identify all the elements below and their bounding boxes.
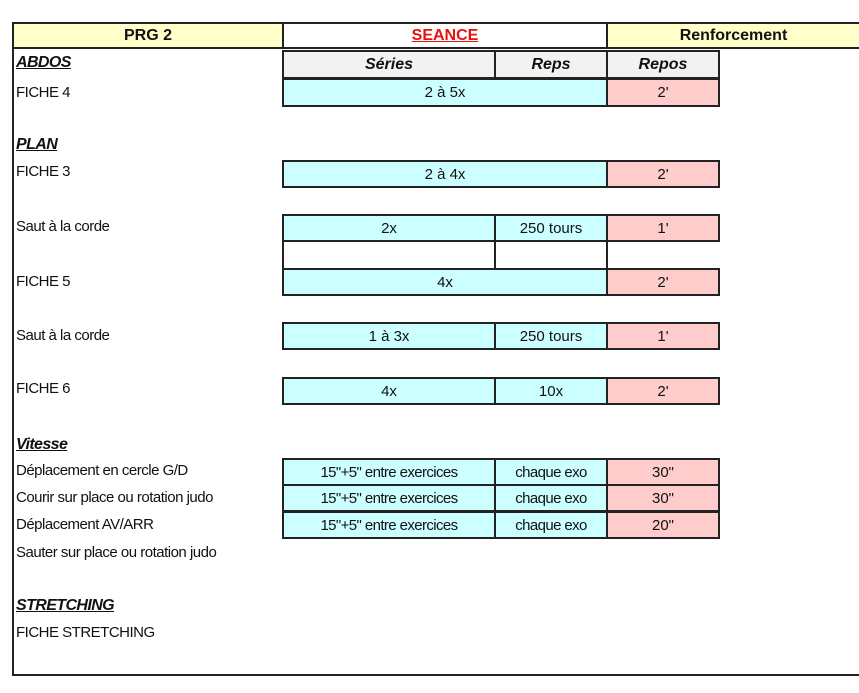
row-corde2-label: Saut à la corde xyxy=(16,327,110,344)
row-fiche5-series: 4x xyxy=(282,268,608,296)
row-vit3-series: 15"+5" entre exercices xyxy=(282,511,496,539)
row-vit3-repos: 20" xyxy=(606,511,720,539)
row-corde2-reps: 250 tours xyxy=(494,322,608,350)
section-abdos: ABDOS xyxy=(16,54,71,71)
empty-reps-cell xyxy=(494,240,608,270)
row-fiche3-repos: 2' xyxy=(606,160,720,188)
row-fiche6-reps: 10x xyxy=(494,377,608,405)
row-fiche6-series: 4x xyxy=(282,377,496,405)
row-corde1-repos: 1' xyxy=(606,214,720,242)
row-corde2-series: 1 à 3x xyxy=(282,322,496,350)
col-reps-header: Reps xyxy=(494,50,608,79)
col-series-header: Séries xyxy=(282,50,496,79)
row-vit3-reps: chaque exo xyxy=(494,511,608,539)
type-header: Renforcement xyxy=(606,22,859,49)
row-vit3-label: Déplacement AV/ARR xyxy=(16,516,154,533)
session-header: SEANCE xyxy=(282,22,608,49)
row-vit1-series: 15"+5" entre exercices xyxy=(282,458,496,486)
row-vit4-label: Sauter sur place ou rotation judo xyxy=(16,544,217,561)
row-fiche4-series: 2 à 5x xyxy=(282,78,608,107)
row-vit2-reps: chaque exo xyxy=(494,484,608,512)
empty-series-cell xyxy=(282,240,496,270)
col-repos-header: Repos xyxy=(606,50,720,79)
row-fiche5-repos: 2' xyxy=(606,268,720,296)
row-fiche5-label: FICHE 5 xyxy=(16,273,71,290)
sheet-left-border xyxy=(12,24,14,676)
section-vitesse: Vitesse xyxy=(16,436,68,453)
row-corde2-repos: 1' xyxy=(606,322,720,350)
sheet-bottom-border xyxy=(12,674,859,676)
row-vit2-label: Courir sur place ou rotation judo xyxy=(16,489,213,506)
row-vit2-repos: 30" xyxy=(606,484,720,512)
program-header: PRG 2 xyxy=(12,22,284,49)
section-plan: PLAN xyxy=(16,136,58,153)
row-vit1-reps: chaque exo xyxy=(494,458,608,486)
row-corde1-label: Saut à la corde xyxy=(16,218,110,235)
row-corde1-reps: 250 tours xyxy=(494,214,608,242)
row-vit1-label: Déplacement en cercle G/D xyxy=(16,462,188,479)
row-fiche4-label: FICHE 4 xyxy=(16,84,71,101)
row-vit1-repos: 30" xyxy=(606,458,720,486)
row-corde1-series: 2x xyxy=(282,214,496,242)
row-fiche6-label: FICHE 6 xyxy=(16,380,71,397)
row-fiche3-series: 2 à 4x xyxy=(282,160,608,188)
row-vit2-series: 15"+5" entre exercices xyxy=(282,484,496,512)
section-stretching: STRETCHING xyxy=(16,597,115,614)
row-fiche6-repos: 2' xyxy=(606,377,720,405)
row-fiche3-label: FICHE 3 xyxy=(16,163,71,180)
row-fiche4-repos: 2' xyxy=(606,78,720,107)
row-stretch-label: FICHE STRETCHING xyxy=(16,624,155,641)
